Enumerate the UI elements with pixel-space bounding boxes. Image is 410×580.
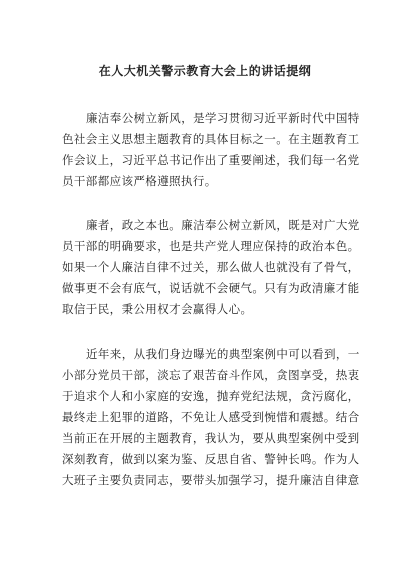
- paragraph-1-line-3: 作会议上，习近平总书记作出了重要阐述，我们每一名党: [62, 153, 360, 167]
- paragraph-2-line-4: 做事更不会有底气，说话就不会硬气。只有为政清廉才能: [62, 281, 360, 295]
- paragraph-1-line-1: 廉洁奉公树立新风，是学习贯彻习近平新时代中国特: [86, 111, 360, 125]
- paragraph-3-line-7: 大班子主要负责同志，要带头加强学习，提升廉洁自律意: [62, 473, 360, 487]
- paragraph-3-line-5: 当前正在开展的主题教育，我认为，要从典型案例中受到: [62, 431, 360, 445]
- paragraph-3-line-4: 最终走上犯罪的道路，不免让人感受到惋惜和震撼。结合: [62, 410, 360, 424]
- document-title: 在人大机关警示教育大会上的讲话提纲: [98, 64, 312, 78]
- paragraph-3-line-3: 于追求个人和小家庭的安逸，抛弃党纪法规，贪污腐化，: [62, 389, 360, 403]
- paragraph-1-line-2: 色社会主义思想主题教育的具体目标之一。在主题教育工: [62, 132, 360, 146]
- paragraph-3-line-2: 小部分党员干部，淡忘了艰苦奋斗作风，贪图享受，热衷: [62, 368, 360, 382]
- paragraph-2-line-2: 员干部的明确要求，也是共产党人理应保持的政治本色。: [62, 239, 360, 253]
- paragraph-2-line-1: 廉者，政之本也。廉洁奉公树立新风，既是对广大党: [86, 218, 360, 232]
- paragraph-3-line-1: 近年来，从我们身边曝光的典型案例中可以看到，一: [86, 347, 360, 361]
- paragraph-3-line-6: 深刻教育，做到以案为鉴、反思自省、警钟长鸣。作为人: [62, 452, 360, 466]
- paragraph-2-line-3: 如果一个人廉洁自律不过关，那么做人也就没有了骨气，: [62, 260, 360, 274]
- paragraph-1-line-4: 员干部都应该严格遵照执行。: [62, 174, 217, 188]
- paragraph-2-line-5: 取信于民，秉公用权才会赢得人心。: [62, 302, 253, 316]
